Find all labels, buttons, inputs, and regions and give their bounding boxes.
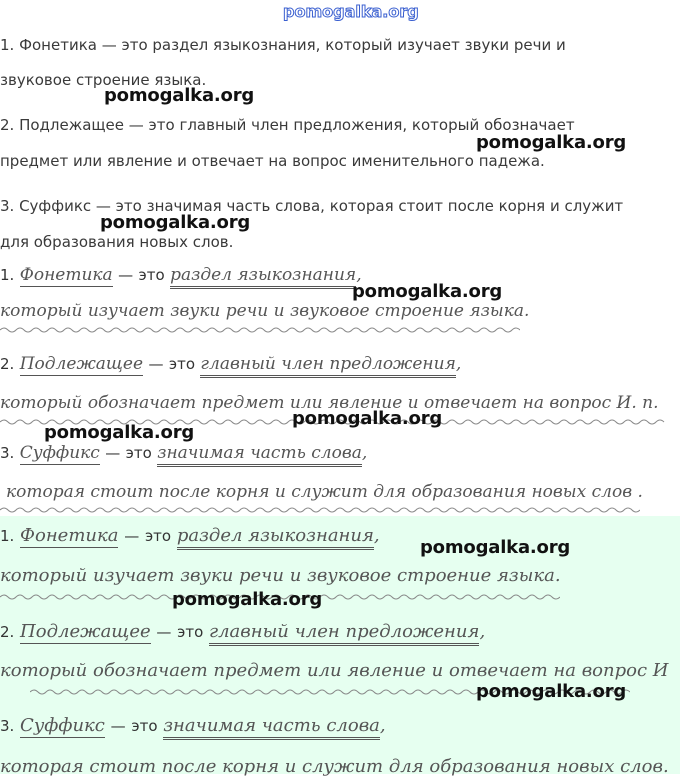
hw1-num-1: 1. bbox=[0, 266, 15, 284]
hw1-predicate-3: значимая часть слова bbox=[157, 443, 362, 467]
hw2-subject-1: Фонетика bbox=[20, 525, 119, 546]
hw2-line-3: 2. Подлежащее — это главный член предложения, bbox=[0, 621, 485, 642]
watermark: pomogalka.org bbox=[100, 212, 251, 233]
hw2-predicate-1: раздел языкознания bbox=[177, 525, 374, 550]
hw1-subject-2: Подлежащее bbox=[19, 354, 144, 374]
hw2-line-6: которая стоит после корня и служит для образования новых слов. bbox=[0, 756, 669, 777]
hw1-num-2: 2. bbox=[0, 355, 15, 373]
hw1-dash-3: — bbox=[105, 444, 121, 462]
hw1-dash-1: — bbox=[118, 266, 134, 284]
top-watermark: pomogalka.org bbox=[283, 2, 419, 21]
hw2-line-1: 1. Фонетика — это раздел языкознания, bbox=[0, 525, 380, 546]
plain-line-3: 2. Подлежащее — это главный член предложения, который обозначает bbox=[0, 116, 575, 134]
plain-line-2: звуковое строение языка. bbox=[0, 71, 207, 89]
hw2-dash-3: — bbox=[110, 717, 126, 735]
hw1-eto-3: это bbox=[125, 444, 152, 462]
hw2-subject-2: Подлежащее bbox=[20, 621, 151, 642]
hw1-predicate-2: главный член предложения bbox=[200, 354, 455, 378]
hw1-subject-1: Фонетика bbox=[19, 265, 113, 285]
watermark: pomogalka.org bbox=[172, 589, 323, 610]
hw1-line-4: который обозначает предмет или явление и отвечает на вопрос И. п. bbox=[0, 393, 659, 413]
hw1-line-2: который изучает звуки речи и звуковое строение языка. bbox=[0, 301, 530, 321]
hw1-wave-3 bbox=[0, 506, 640, 514]
hw2-line-5: 3. Суффикс — это значимая часть слова, bbox=[0, 715, 386, 736]
plain-line-4: предмет или явление и отвечает на вопрос именительного падежа. bbox=[0, 152, 545, 170]
watermark: pomogalka.org bbox=[44, 422, 195, 443]
watermark: pomogalka.org bbox=[352, 281, 503, 302]
hw2-eto-1: это bbox=[144, 527, 172, 545]
hw1-eto-2: это bbox=[168, 355, 196, 373]
hw2-dash-1: — bbox=[124, 527, 140, 545]
hw2-num-1: 1. bbox=[0, 527, 15, 545]
plain-line-5: 3. Суффикс — это значимая часть слова, которая стоит после корня и служит bbox=[0, 197, 624, 215]
hw1-wave-1 bbox=[0, 326, 520, 334]
hw1-line-5: 3. Суффикс — это значимая часть слова, bbox=[0, 443, 367, 463]
hw1-predicate-1: раздел языкознания bbox=[170, 265, 356, 289]
hw2-eto-3: это bbox=[131, 717, 158, 735]
plain-line-1: 1. Фонетика — это раздел языкознания, который изучает звуки речи и bbox=[0, 36, 566, 54]
hw2-eto-2: это bbox=[177, 623, 204, 641]
hw2-line-4: который обозначает предмет или явление и отвечает на вопрос И bbox=[0, 660, 669, 681]
hw1-line-1: 1. Фонетика — это раздел языкознания, bbox=[0, 265, 362, 285]
hw1-line-6: которая стоит после корня и служит для образования новых слов . bbox=[6, 482, 643, 502]
watermark: pomogalka.org bbox=[292, 408, 443, 429]
plain-line-6: для образования новых слов. bbox=[0, 233, 234, 251]
hw1-eto-1: это bbox=[138, 266, 165, 284]
hw1-num-3: 3. bbox=[0, 444, 15, 462]
hw2-dash-2: — bbox=[156, 623, 172, 641]
hw2-subject-3: Суффикс bbox=[20, 715, 105, 736]
watermark: pomogalka.org bbox=[476, 132, 627, 153]
hw2-predicate-3: значимая часть слова bbox=[163, 715, 380, 740]
hw2-num-2: 2. bbox=[0, 623, 15, 641]
hw2-predicate-2: главный член предложения bbox=[209, 621, 479, 646]
hw1-line-3: 2. Подлежащее — это главный член предложения, bbox=[0, 354, 461, 374]
hw1-dash-2: — bbox=[148, 355, 164, 373]
watermark: pomogalka.org bbox=[476, 681, 627, 702]
hw1-subject-3: Суффикс bbox=[19, 443, 100, 463]
hw2-line-2: который изучает звуки речи и звуковое строение языка. bbox=[0, 565, 561, 586]
watermark: pomogalka.org bbox=[104, 85, 255, 106]
watermark: pomogalka.org bbox=[420, 537, 571, 558]
hw2-num-3: 3. bbox=[0, 717, 15, 735]
